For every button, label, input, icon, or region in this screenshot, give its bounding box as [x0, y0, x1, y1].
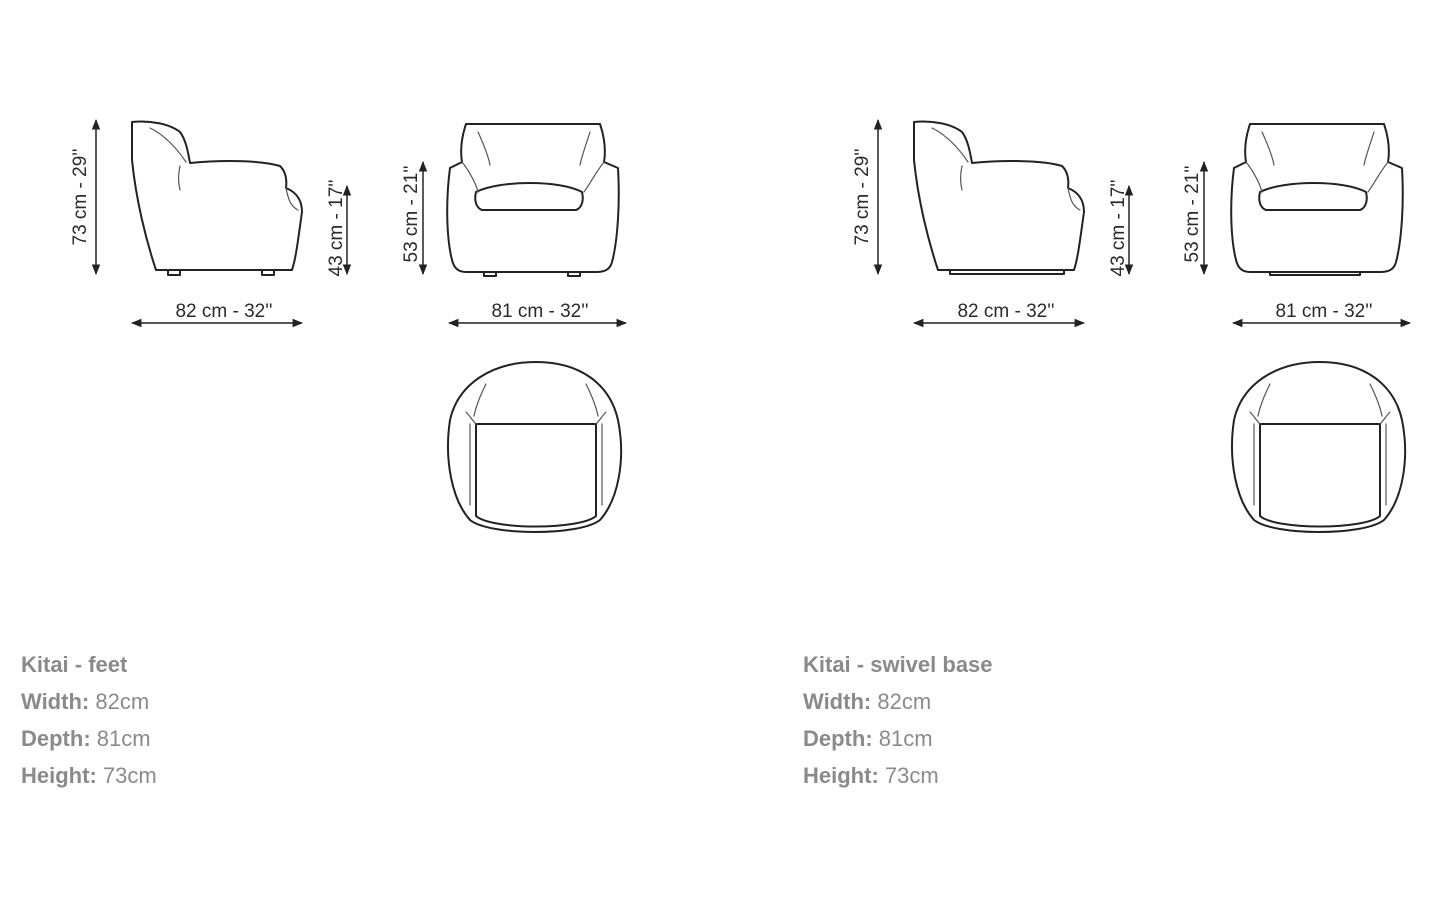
model-swivel-drawings: [852, 120, 1410, 532]
spec-row-height: [21, 757, 421, 794]
model-feet-drawings: [70, 120, 626, 532]
dim-label-seat-height: 43 cm - 17'': [326, 179, 347, 277]
spec-row-depth: [21, 720, 421, 757]
spec-value: 81cm: [878, 726, 933, 751]
spec-block-feet: [21, 646, 421, 794]
spec-row-width: [803, 683, 1203, 720]
model-name: Kitai - swivel base: [803, 652, 993, 677]
front-view-chair-feet: [447, 124, 619, 276]
model-name: Kitai - feet: [21, 652, 128, 677]
spec-row-width: [21, 683, 421, 720]
spec-label: Depth:: [21, 726, 91, 751]
spec-row-depth: [803, 720, 1203, 757]
spec-label: Width:: [803, 689, 872, 714]
spec-value: 73cm: [884, 763, 939, 788]
top-view-chair-feet: [448, 362, 621, 532]
dim-label-arm-height: 53 cm - 21'': [1182, 165, 1203, 263]
dim-label-width-front: 81 cm - 32'': [1275, 301, 1373, 322]
dim-label-height-side: 73 cm - 29'': [852, 148, 873, 246]
spec-label: Width:: [21, 689, 90, 714]
side-view-chair-swivel: [914, 121, 1084, 274]
spec-value: 82cm: [95, 689, 150, 714]
front-view-chair-swivel: [1231, 124, 1403, 275]
spec-label: Height:: [21, 763, 97, 788]
spec-block-swivel: [803, 646, 1203, 794]
spec-label: Height:: [803, 763, 879, 788]
dim-label-width-side: 82 cm - 32'': [175, 301, 273, 322]
side-view-chair-feet: [132, 121, 302, 275]
dim-label-width-front: 81 cm - 32'': [491, 301, 589, 322]
spec-row-height: [803, 757, 1203, 794]
dim-label-height-side: 73 cm - 29'': [70, 148, 91, 246]
top-view-chair-swivel: [1232, 362, 1405, 532]
dim-label-arm-height: 53 cm - 21'': [401, 165, 422, 263]
spec-value: 81cm: [96, 726, 151, 751]
dim-label-seat-height: 43 cm - 17'': [1108, 179, 1129, 277]
spec-value: 73cm: [102, 763, 157, 788]
spec-label: Depth:: [803, 726, 873, 751]
dim-label-width-side: 82 cm - 32'': [957, 301, 1055, 322]
spec-value: 82cm: [877, 689, 932, 714]
